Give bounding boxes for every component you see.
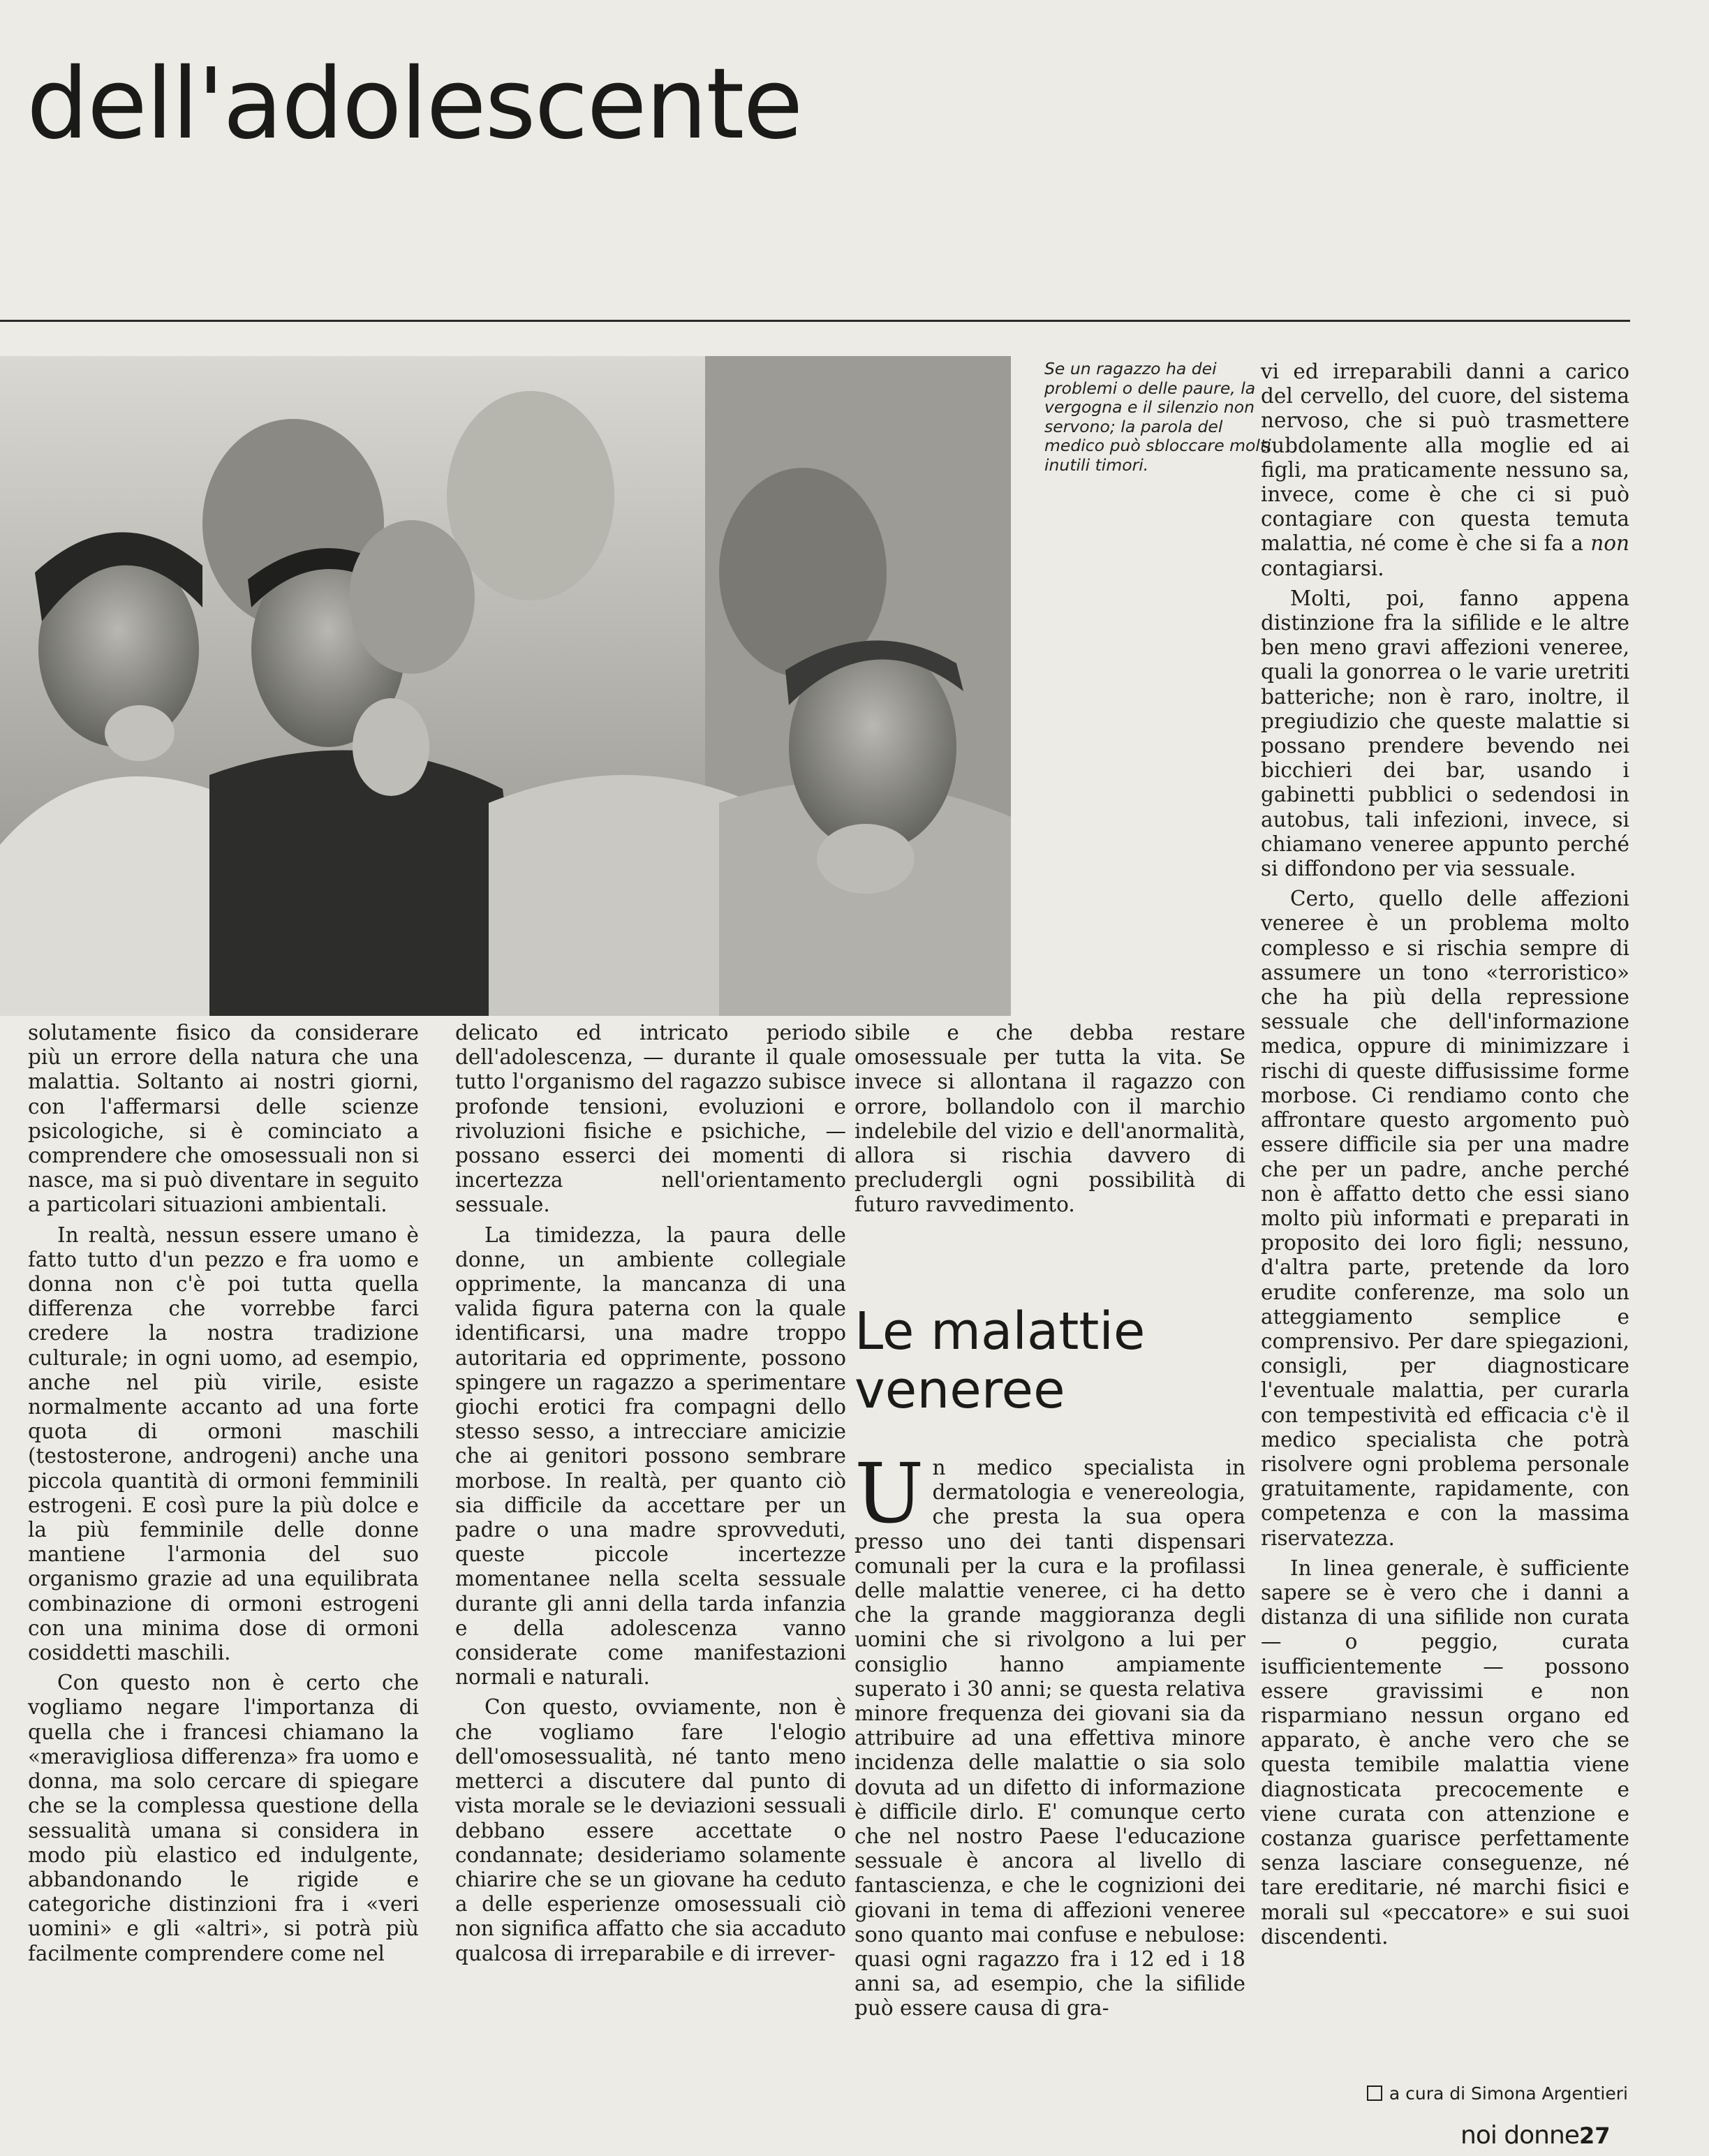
photo-group-of-adolescent-boys-icon — [0, 356, 1011, 1016]
byline-text: a cura di Simona Argentieri — [1389, 2083, 1628, 2104]
photo-caption: Se un ragazzo ha dei problemi o delle paure, la vergogna e il silenzio non servono; la parola del medico può sbloccare molti inutili timori. — [1044, 359, 1271, 475]
article-column-4 — [1261, 360, 1629, 1955]
article-column-2 — [455, 1021, 846, 1972]
section-title: Le malattie veneree — [854, 1301, 1146, 1420]
paragraph-text: n medico specialista in dermatologia e venereologia, che presta la sua opera presso uno dei tanti dispensari comunali per la cura e la profilassi delle malattie veneree, ci ha detto che la grande maggioranza degli uomini che si rivolgono a lui per consiglio hanno ampiamente superato i 30 anni; se questa relativa minore frequenza dei giovani sia da attribuire ad una effettiva minore incidenza delle malattie o sia solo dovuta ad un difetto di informazione è difficile dirlo. E' comunque certo che nel nostro Paese l'educazione sessuale è ancora al livello di fantascienza, e che le cognizioni dei giovani in tema di affezioni veneree sono quanto mai confuse e nebulose: quasi ogni ragazzo fra i 12 ed i 18 anni sa, ad esempio, che la sifilide può essere causa di gra- — [854, 1456, 1245, 2021]
paragraph-text: contagiarsi. — [1261, 556, 1384, 580]
article-column-3 — [854, 1021, 1245, 1223]
byline — [1299, 2083, 1628, 2104]
magazine-name: noi donne — [1460, 2121, 1579, 2150]
article-photo — [0, 356, 1011, 1016]
emphasis-text: non — [1590, 531, 1629, 556]
paragraph — [854, 1445, 1245, 2021]
headline: dell'adolescente — [27, 47, 802, 161]
paragraph: Con questo non è certo che vogliamo negare l'importanza di quella che i francesi chiamano la «meravigliosa differenza» fra uomo e donna, ma solo cercare di spiegare che se la complessa questione della sessualità umana si considera in modo più elastico ed indulgente, abbandonando le rigide e categoriche distinzioni fra i «veri uomini» e gli «altri», si potrà più facilmente comprendere come nel — [28, 1671, 419, 1965]
paragraph-text: vi ed irreparabili danni a carico del cervello, del cuore, del sistema nervoso, che si può trasmettere subdolamente alla moglie ed ai figli, ma praticamente nessuno sa, invece, come è che ci si può contagiare con questa temuta malattia, né come è che si fa a — [1261, 360, 1629, 556]
drop-cap: U — [854, 1445, 924, 1542]
page-number: 27 — [1579, 2122, 1611, 2149]
paragraph: delicato ed intricato periodo dell'adolescenza, — durante il quale tutto l'organismo del ragazzo subisce profonde tensioni, evoluzioni e rivoluzioni fisiche e psichiche, — possano esserci dei momenti di incertezza nell'orientamento sessuale. — [455, 1021, 846, 1217]
paragraph: Con questo, ovviamente, non è che vogliamo fare l'elogio dell'omosessualità, né tanto meno metterci a discutere dal punto di vista morale se le deviazioni sessuali debbano essere accettate o condannate; desideriamo solamente chiarire che se un giovane ha ceduto a delle esperienze omosessuali ciò non significa affatto che sia accaduto qualcosa di irreparabile e di irrever- — [455, 1695, 846, 1965]
paragraph: solutamente fisico da considerare più un errore della natura che una malattia. Soltanto ai nostri giorni, con l'affermarsi delle scienze psicologiche, si è cominciato a comprendere che omosessuali non si nasce, ma si può diventare in seguito a particolari situazioni ambientali. — [28, 1021, 419, 1217]
square-bullet-icon — [1367, 2085, 1382, 2101]
article-column-1 — [28, 1021, 419, 1972]
paragraph: La timidezza, la paura delle donne, un ambiente collegiale opprimente, la mancanza di una valida figura paterna con la quale identificarsi, una madre troppo autoritaria ed opprimente, possono spingere un ragazzo a sperimentare giochi erotici fra compagni dello stesso sesso, a intrecciare amicizie che ai genitori possono sembrare morbose. In realtà, per quanto ciò sia difficile da accettare per un padre o una madre sprovveduti, queste piccole incertezze momentanee nella scelta sessuale durante gli anni della tarda infanzia e della adolescenza vanno considerate come manifestazioni normali e naturali. — [455, 1223, 846, 1690]
paragraph: sibile e che debba restare omosessuale per tutta la vita. Se invece si allontana il ragazzo con orrore, bollandolo con il marchio indelebile del vizio e dell'anormalità, allora si rischia davvero di precludergli ogni possibilità di futuro ravvedimento. — [854, 1021, 1245, 1217]
paragraph: In realtà, nessun essere umano è fatto tutto d'un pezzo e fra uomo e donna non c'è poi tutta quella differenza che vorrebbe farci credere la nostra tradizione culturale; in ogni uomo, ad esempio, anche nel più virile, esiste normalmente accanto ad una forte quota di ormoni maschili (testosterone, androgeni) anche una piccola quantità di ormoni femminili estrogeni. E così pure la più dolce e la più femminile delle donne mantiene l'armonia del suo organismo grazie ad una equilibrata combinazione di ormoni estrogeni con una minima dose di ormoni cosiddetti maschili. — [28, 1223, 419, 1665]
horizontal-rule — [0, 320, 1630, 322]
paragraph — [1261, 360, 1629, 581]
article-column-3-section — [854, 1445, 1245, 2027]
paragraph: Molti, poi, fanno appena distinzione fra la sifilide e le altre ben meno gravi affezioni veneree, quali la gonorrea o le varie uretriti batteriche; non è raro, inoltre, il pregiudizio che queste malattie si possano prendere bevendo nei bicchieri dei bar, usando i gabinetti pubblici o sedendosi in autobus, tali infezioni, invece, si chiamano veneree appunto perché si diffondono per via sessuale. — [1261, 586, 1629, 881]
paragraph: In linea generale, è sufficiente sapere se è vero che i danni a distanza di una sifilide non curata — o peggio, curata isufficientemente — possono essere gravissimi e non risparmiano nessun organo ed apparato, è anche vero che se questa temibile malattia viene diagnosticata precocemente e viene curata con attenzione e costanza guarisce perfettamente senza lasciare conseguenze, né tare ereditarie, né marchi fisici e morali sul «peccatore» e sui suoi discendenti. — [1261, 1556, 1629, 1949]
paragraph: Certo, quello delle affezioni veneree è un problema molto complesso e si rischia sempre di assumere un tono «terroristico» che ha più della repressione sessuale che dell'informazione medica, oppure di minimizzare i rischi di queste diffusissime forme morbose. Ci rendiamo conto che affrontare questo argomento può essere difficile sia per una madre che per un padre, anche perché non è affatto detto che essi siano molto più informati e preparati in proposito dei loro figli; nessuno, d'altra parte, pretende da loro erudite conferenze, ma solo un atteggiamento semplice e comprensivo. Per dare spiegazioni, consigli, per diagnosticare l'eventuale malattia, per curarla con tempestività ed efficacia c'è il medico specialista che potrà risolvere ogni problema personale gratuitamente, rapidamente, con competenza e con la massima riservatezza. — [1261, 887, 1629, 1550]
